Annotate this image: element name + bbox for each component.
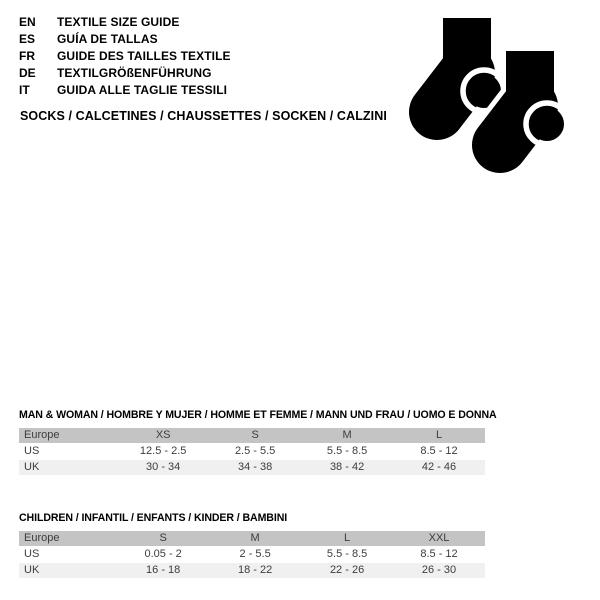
size-cell: 38 - 42 — [329, 461, 365, 473]
size-cell: 2 - 5.5 — [239, 548, 271, 560]
language-code: IT — [19, 82, 30, 97]
language-row-de — [19, 64, 231, 81]
column-header-region: Europe — [24, 429, 60, 442]
language-code: ES — [19, 31, 36, 46]
column-header-size: L — [344, 532, 351, 545]
table-row-us — [19, 546, 485, 562]
column-header-size: S — [159, 532, 167, 545]
size-cell: 34 - 38 — [237, 461, 273, 473]
table-row-uk — [19, 562, 485, 578]
size-cell: 16 - 18 — [146, 564, 181, 576]
category-title: SOCKS / CALCETINES / CHAUSSETTES / SOCKEN / CALZINI — [20, 109, 387, 123]
table-row-uk — [19, 459, 485, 475]
column-header-size: M — [250, 532, 260, 545]
children-table-title: CHILDREN / INFANTIL / ENFANTS / KINDER / BAMBINI — [19, 512, 288, 524]
size-cell: 12.5 - 2.5 — [139, 445, 187, 457]
column-header-size: S — [251, 429, 259, 442]
size-cell: 5.5 - 8.5 — [326, 548, 368, 560]
language-label: TEXTILE SIZE GUIDE — [57, 14, 180, 29]
size-cell: 42 - 46 — [421, 461, 457, 473]
adult-size-table-section — [19, 409, 497, 476]
table-header-row — [19, 428, 485, 443]
size-cell: 22 - 26 — [329, 564, 365, 576]
size-cell: 5.5 - 8.5 — [326, 445, 368, 457]
column-header-size: L — [435, 429, 443, 442]
children-size-table — [19, 531, 485, 579]
children-size-table-section — [19, 512, 485, 579]
region-cell: UK — [24, 564, 40, 576]
language-row-en — [19, 13, 231, 30]
adult-table-title: MAN & WOMAN / HOMBRE Y MUJER / HOMME ET FEMME / MANN UND FRAU / UOMO E DONNA — [19, 409, 497, 421]
column-header-region: Europe — [24, 532, 60, 545]
language-label: GUIDA ALLE TAGLIE TESSILI — [57, 82, 228, 97]
language-label: TEXTILGRÖßENFÜHRUNG — [57, 65, 212, 80]
language-list — [19, 13, 231, 98]
table-row-us — [19, 443, 485, 459]
language-code: DE — [19, 65, 36, 80]
language-label: GUIDE DES TAILLES TEXTILE — [57, 48, 231, 63]
size-cell: 8.5 - 12 — [420, 445, 458, 457]
size-cell: 30 - 34 — [146, 461, 181, 473]
size-cell: 26 - 30 — [421, 564, 457, 576]
region-cell: US — [24, 548, 40, 560]
column-header-size: XS — [155, 429, 171, 442]
size-cell: 8.5 - 12 — [420, 548, 458, 560]
language-row-es — [19, 30, 231, 47]
table-header-row — [19, 531, 485, 546]
language-row-fr — [19, 47, 231, 64]
language-code: FR — [19, 48, 35, 63]
column-header-size: M — [342, 429, 352, 442]
language-label: GUÍA DE TALLAS — [57, 31, 158, 46]
column-header-size: XXL — [428, 532, 450, 545]
region-cell: US — [24, 445, 40, 457]
adult-size-table — [19, 428, 485, 476]
socks-icon — [405, 18, 577, 180]
language-row-it — [19, 81, 231, 98]
size-cell: 0.05 - 2 — [144, 548, 182, 560]
language-code: EN — [19, 14, 36, 29]
sock-right-icon — [500, 47, 568, 145]
size-cell: 2.5 - 5.5 — [234, 445, 276, 457]
region-cell: UK — [24, 461, 40, 473]
size-cell: 18 - 22 — [237, 564, 273, 576]
